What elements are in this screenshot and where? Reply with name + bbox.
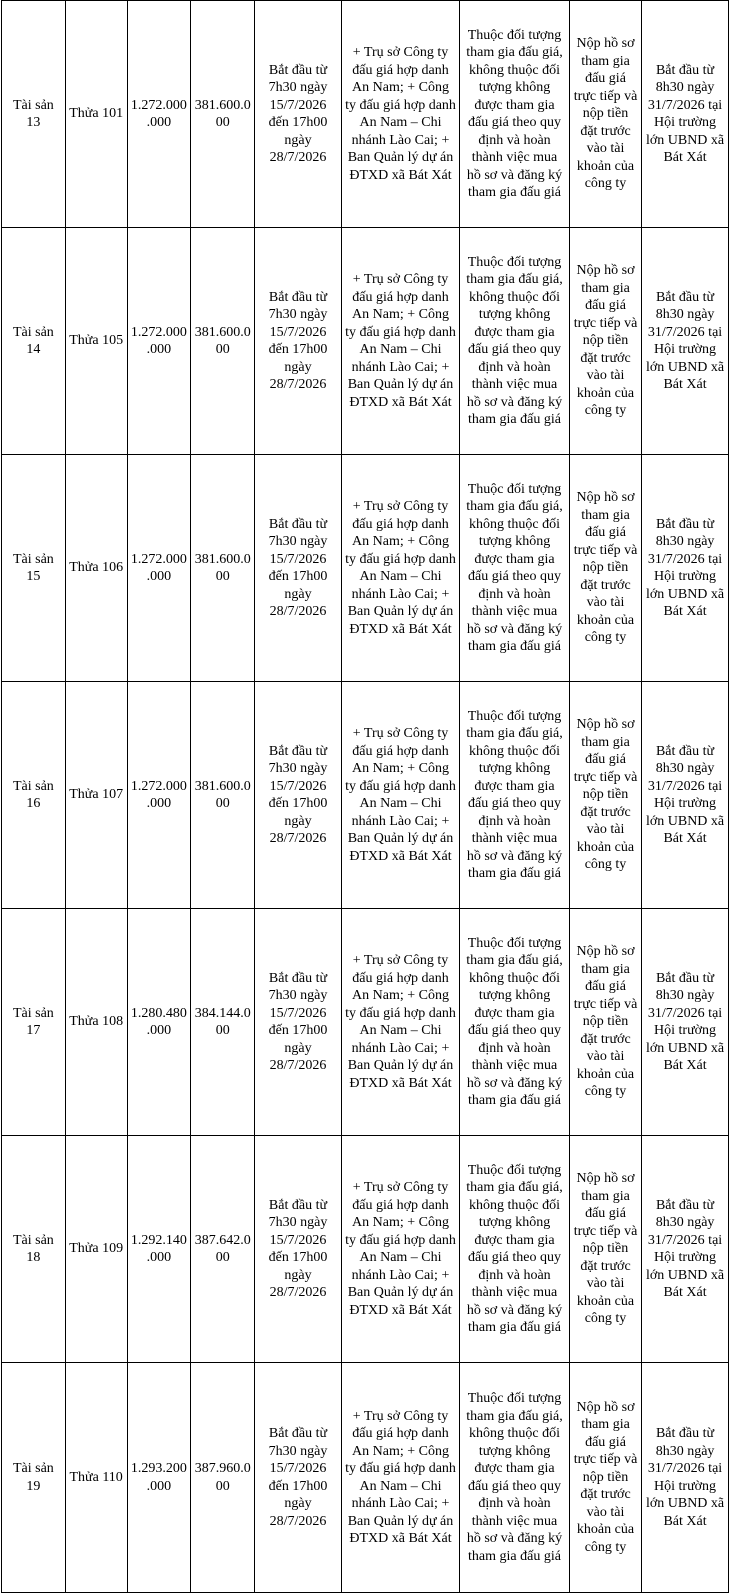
sale-place-cell: + Trụ sở Công ty đấu giá hợp danh An Nam; + Công ty đấu giá hợp danh An Nam – Chi nhánh Lào Cai; + Ban Quản lý dự án ĐTXD xã Bát Xát [341, 909, 459, 1136]
conditions-cell: Thuộc đối tượng tham gia đấu giá, không thuộc đối tượng không được tham gia đấu giá theo quy định và hoàn thành việc mua hồ sơ và đăng ký tham gia đấu giá [460, 1, 570, 228]
asset-name-cell: Tài sản 14 [2, 228, 66, 455]
conditions-cell: Thuộc đối tượng tham gia đấu giá, không thuộc đối tượng không được tham gia đấu giá theo quy định và hoàn thành việc mua hồ sơ và đăng ký tham gia đấu giá [460, 455, 570, 682]
deposit-cell: 381.600.000 [191, 455, 255, 682]
table-row [2, 1363, 729, 1593]
asset-name-cell: Tài sản 18 [2, 1136, 66, 1363]
starting-price-cell: 1.292.140.000 [127, 1136, 191, 1363]
auction-time-cell: Bắt đầu từ 8h30 ngày 31/7/2026 tại Hội trường lớn UBND xã Bát Xát [642, 1136, 729, 1363]
plot-number-cell: Thửa 105 [65, 228, 127, 455]
auction-time-cell: Bắt đầu từ 8h30 ngày 31/7/2026 tại Hội trường lớn UBND xã Bát Xát [642, 1363, 729, 1593]
sale-time-cell: Bắt đầu từ 7h30 ngày 15/7/2026 đến 17h00 ngày 28/7/2026 [255, 909, 342, 1136]
table-row [2, 455, 729, 682]
asset-name-cell: Tài sản 17 [2, 909, 66, 1136]
plot-number-cell: Thửa 108 [65, 909, 127, 1136]
starting-price-cell: 1.272.000.000 [127, 682, 191, 909]
auction-time-cell: Bắt đầu từ 8h30 ngày 31/7/2026 tại Hội trường lớn UBND xã Bát Xát [642, 1, 729, 228]
method-cell: Nộp hồ sơ tham gia đấu giá trực tiếp và nộp tiền đặt trước vào tài khoản của công ty [569, 1363, 641, 1593]
starting-price-cell: 1.272.000.000 [127, 455, 191, 682]
deposit-cell: 384.144.000 [191, 909, 255, 1136]
sale-time-cell: Bắt đầu từ 7h30 ngày 15/7/2026 đến 17h00 ngày 28/7/2026 [255, 1363, 342, 1593]
method-cell: Nộp hồ sơ tham gia đấu giá trực tiếp và nộp tiền đặt trước vào tài khoản của công ty [569, 1136, 641, 1363]
sale-place-cell: + Trụ sở Công ty đấu giá hợp danh An Nam; + Công ty đấu giá hợp danh An Nam – Chi nhánh Lào Cai; + Ban Quản lý dự án ĐTXD xã Bát Xát [341, 682, 459, 909]
method-cell: Nộp hồ sơ tham gia đấu giá trực tiếp và nộp tiền đặt trước vào tài khoản của công ty [569, 455, 641, 682]
conditions-cell: Thuộc đối tượng tham gia đấu giá, không thuộc đối tượng không được tham gia đấu giá theo quy định và hoàn thành việc mua hồ sơ và đăng ký tham gia đấu giá [460, 1363, 570, 1593]
conditions-cell: Thuộc đối tượng tham gia đấu giá, không thuộc đối tượng không được tham gia đấu giá theo quy định và hoàn thành việc mua hồ sơ và đăng ký tham gia đấu giá [460, 1136, 570, 1363]
starting-price-cell: 1.293.200.000 [127, 1363, 191, 1593]
conditions-cell: Thuộc đối tượng tham gia đấu giá, không thuộc đối tượng không được tham gia đấu giá theo quy định và hoàn thành việc mua hồ sơ và đăng ký tham gia đấu giá [460, 682, 570, 909]
sale-place-cell: + Trụ sở Công ty đấu giá hợp danh An Nam; + Công ty đấu giá hợp danh An Nam – Chi nhánh Lào Cai; + Ban Quản lý dự án ĐTXD xã Bát Xát [341, 228, 459, 455]
asset-name-cell: Tài sản 13 [2, 1, 66, 228]
asset-name-cell: Tài sản 15 [2, 455, 66, 682]
asset-name-cell: Tài sản 16 [2, 682, 66, 909]
table-row [2, 1136, 729, 1363]
method-cell: Nộp hồ sơ tham gia đấu giá trực tiếp và nộp tiền đặt trước vào tài khoản của công ty [569, 1, 641, 228]
deposit-cell: 381.600.000 [191, 682, 255, 909]
sale-time-cell: Bắt đầu từ 7h30 ngày 15/7/2026 đến 17h00 ngày 28/7/2026 [255, 682, 342, 909]
sale-place-cell: + Trụ sở Công ty đấu giá hợp danh An Nam; + Công ty đấu giá hợp danh An Nam – Chi nhánh Lào Cai; + Ban Quản lý dự án ĐTXD xã Bát Xát [341, 1363, 459, 1593]
deposit-cell: 381.600.000 [191, 1, 255, 228]
table-row [2, 228, 729, 455]
starting-price-cell: 1.272.000.000 [127, 1, 191, 228]
method-cell: Nộp hồ sơ tham gia đấu giá trực tiếp và nộp tiền đặt trước vào tài khoản của công ty [569, 682, 641, 909]
sale-time-cell: Bắt đầu từ 7h30 ngày 15/7/2026 đến 17h00 ngày 28/7/2026 [255, 228, 342, 455]
auction-time-cell: Bắt đầu từ 8h30 ngày 31/7/2026 tại Hội trường lớn UBND xã Bát Xát [642, 909, 729, 1136]
auction-asset-table [1, 0, 729, 1593]
auction-time-cell: Bắt đầu từ 8h30 ngày 31/7/2026 tại Hội trường lớn UBND xã Bát Xát [642, 682, 729, 909]
starting-price-cell: 1.272.000.000 [127, 228, 191, 455]
table-row [2, 1, 729, 228]
sale-time-cell: Bắt đầu từ 7h30 ngày 15/7/2026 đến 17h00 ngày 28/7/2026 [255, 455, 342, 682]
method-cell: Nộp hồ sơ tham gia đấu giá trực tiếp và nộp tiền đặt trước vào tài khoản của công ty [569, 228, 641, 455]
plot-number-cell: Thửa 106 [65, 455, 127, 682]
method-cell: Nộp hồ sơ tham gia đấu giá trực tiếp và nộp tiền đặt trước vào tài khoản của công ty [569, 909, 641, 1136]
deposit-cell: 387.960.000 [191, 1363, 255, 1593]
table-row [2, 682, 729, 909]
sale-place-cell: + Trụ sở Công ty đấu giá hợp danh An Nam; + Công ty đấu giá hợp danh An Nam – Chi nhánh Lào Cai; + Ban Quản lý dự án ĐTXD xã Bát Xát [341, 1136, 459, 1363]
plot-number-cell: Thửa 109 [65, 1136, 127, 1363]
sale-time-cell: Bắt đầu từ 7h30 ngày 15/7/2026 đến 17h00 ngày 28/7/2026 [255, 1, 342, 228]
deposit-cell: 381.600.000 [191, 228, 255, 455]
conditions-cell: Thuộc đối tượng tham gia đấu giá, không thuộc đối tượng không được tham gia đấu giá theo quy định và hoàn thành việc mua hồ sơ và đăng ký tham gia đấu giá [460, 228, 570, 455]
table-body [2, 1, 729, 1593]
auction-time-cell: Bắt đầu từ 8h30 ngày 31/7/2026 tại Hội trường lớn UBND xã Bát Xát [642, 455, 729, 682]
deposit-cell: 387.642.000 [191, 1136, 255, 1363]
table-row [2, 909, 729, 1136]
sale-place-cell: + Trụ sở Công ty đấu giá hợp danh An Nam; + Công ty đấu giá hợp danh An Nam – Chi nhánh Lào Cai; + Ban Quản lý dự án ĐTXD xã Bát Xát [341, 1, 459, 228]
plot-number-cell: Thửa 110 [65, 1363, 127, 1593]
conditions-cell: Thuộc đối tượng tham gia đấu giá, không thuộc đối tượng không được tham gia đấu giá theo quy định và hoàn thành việc mua hồ sơ và đăng ký tham gia đấu giá [460, 909, 570, 1136]
auction-time-cell: Bắt đầu từ 8h30 ngày 31/7/2026 tại Hội trường lớn UBND xã Bát Xát [642, 228, 729, 455]
plot-number-cell: Thửa 101 [65, 1, 127, 228]
starting-price-cell: 1.280.480.000 [127, 909, 191, 1136]
asset-name-cell: Tài sản 19 [2, 1363, 66, 1593]
sale-place-cell: + Trụ sở Công ty đấu giá hợp danh An Nam; + Công ty đấu giá hợp danh An Nam – Chi nhánh Lào Cai; + Ban Quản lý dự án ĐTXD xã Bát Xát [341, 455, 459, 682]
sale-time-cell: Bắt đầu từ 7h30 ngày 15/7/2026 đến 17h00 ngày 28/7/2026 [255, 1136, 342, 1363]
plot-number-cell: Thửa 107 [65, 682, 127, 909]
